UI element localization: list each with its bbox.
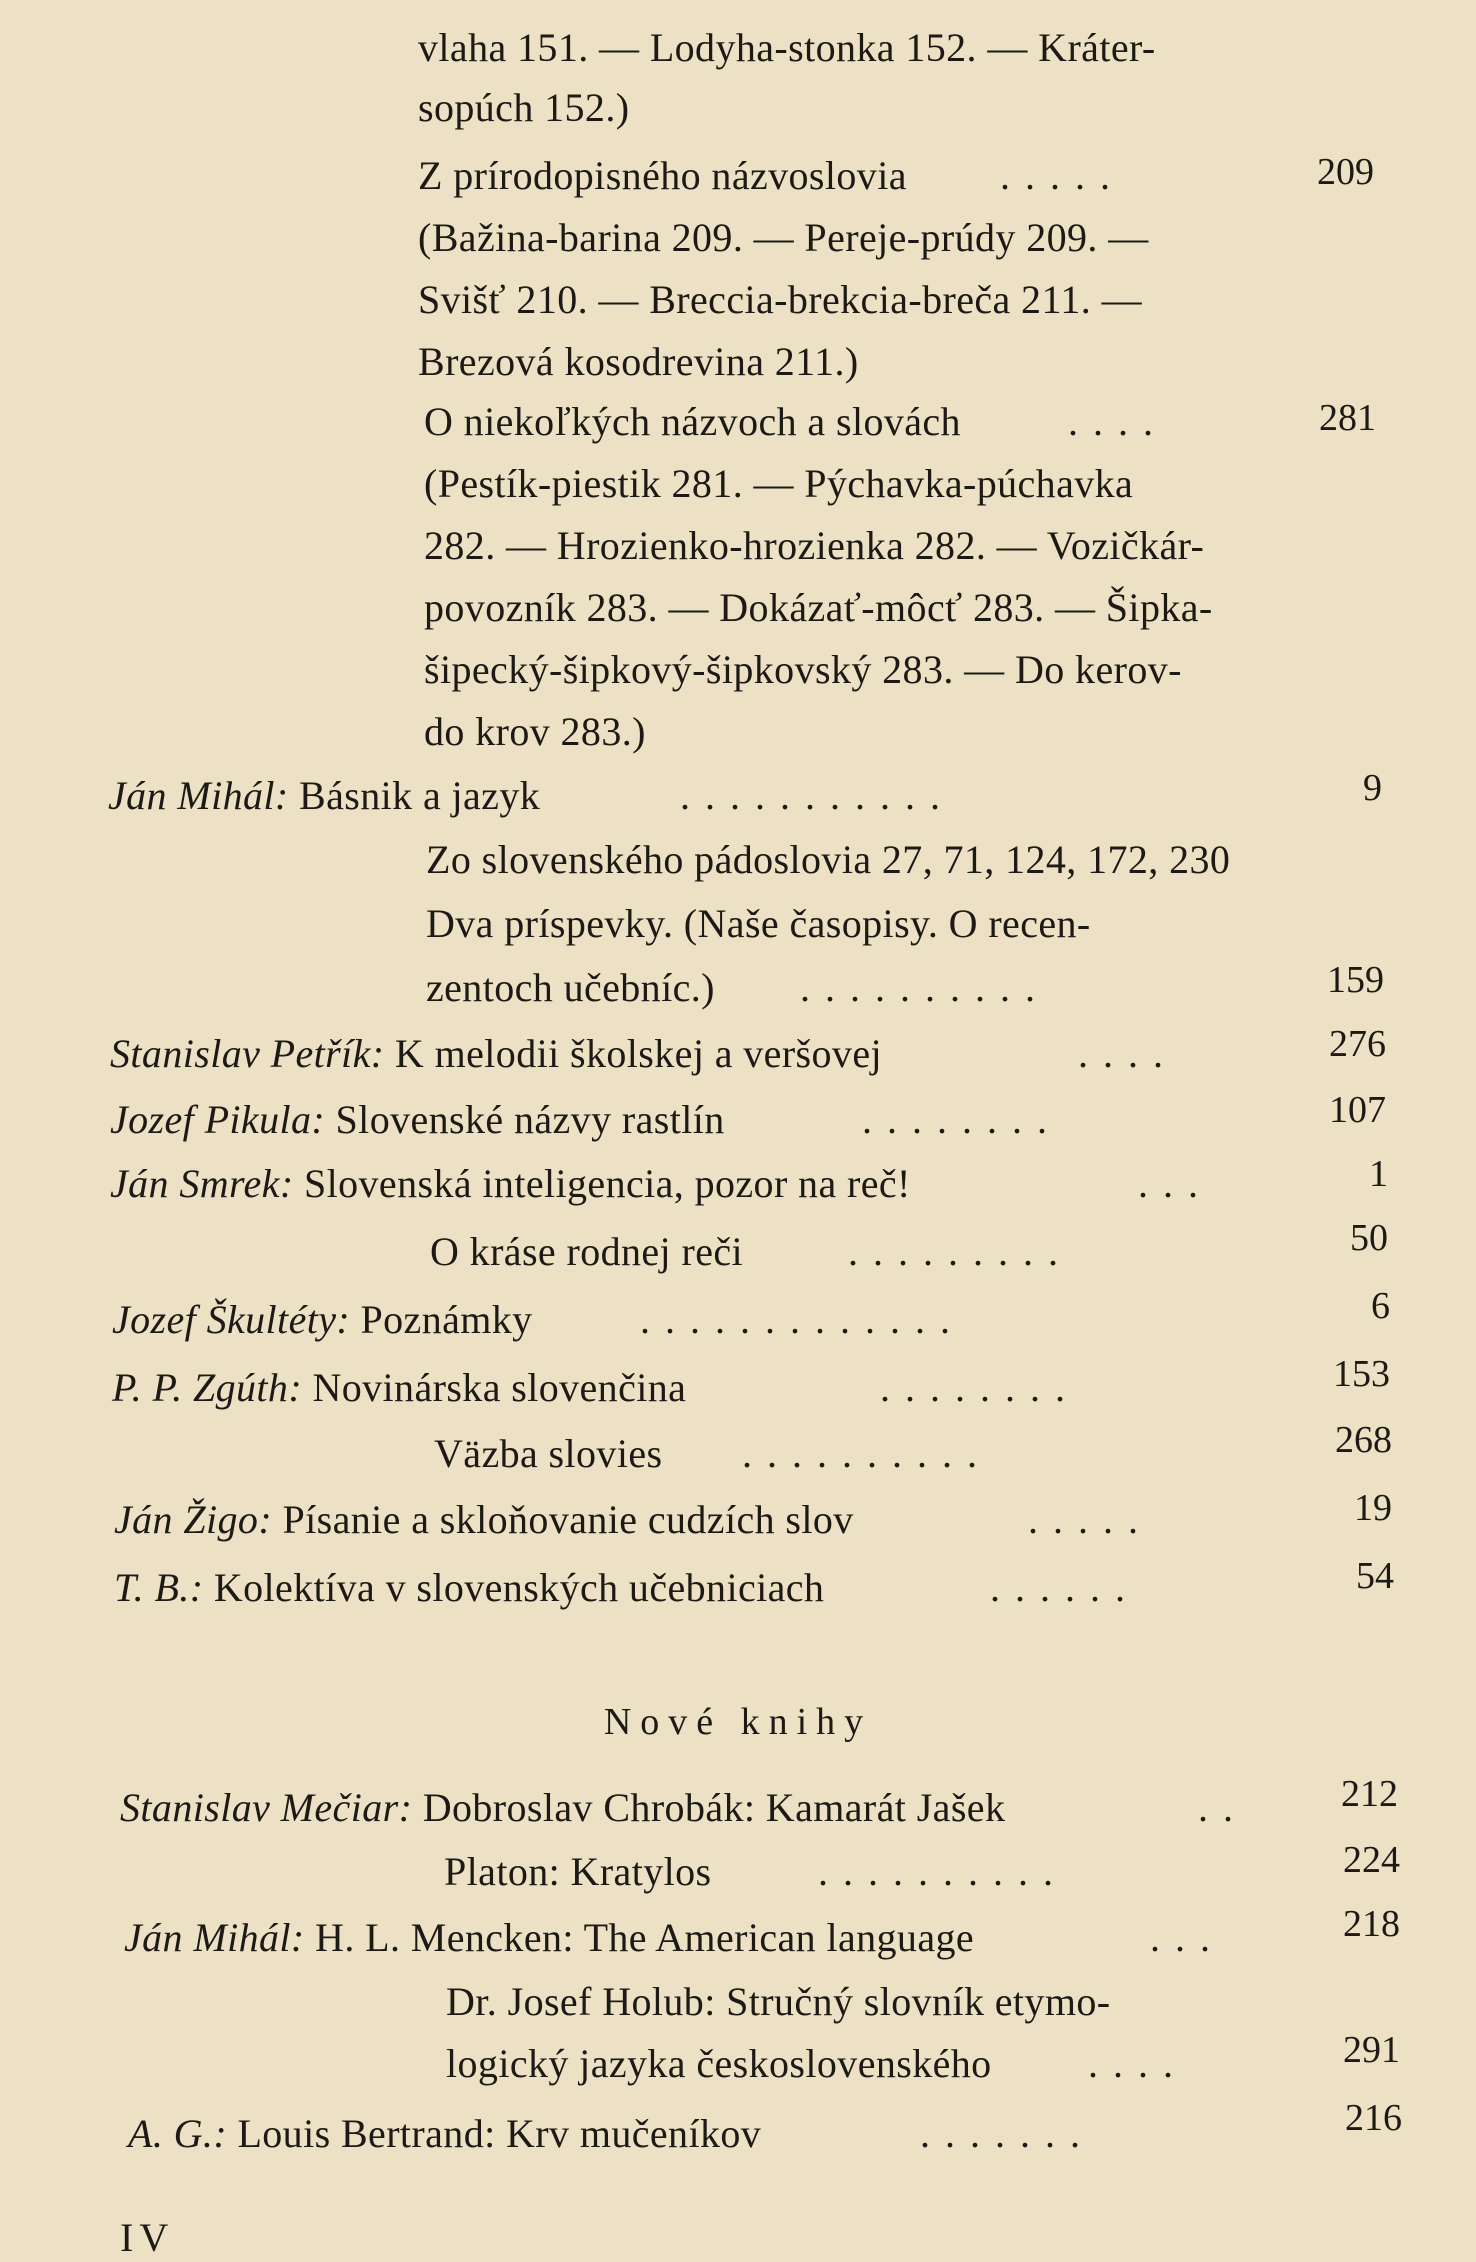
toc-author-entry [108,772,540,820]
leader-dots: ......... [848,1229,1073,1274]
author-name: Stanislav Petřík: [110,1031,385,1076]
toc-entry-title: O niekoľkých názvoch a slovách [424,399,961,444]
leader-dots: .......... [818,1849,1068,1894]
toc-entry-title: Zo slovenského pádoslovia 27, 71, 124, 172, 230 [426,837,1231,882]
toc-entry-title: Poznámky [360,1297,533,1342]
toc-author-entry [110,1160,911,1208]
toc-subentries-line: šipecký-šipkový-šipkovský 283. — Do kerov- [424,647,1182,692]
page-number: 216 [1345,2097,1402,2139]
toc-entry-title: K melodii školskej a veršovej [394,1031,882,1076]
author-name: P. P. Zgúth: [112,1365,303,1410]
toc-author-entry [114,1564,824,1612]
page-number: 281 [1319,397,1376,439]
page-number: 291 [1343,2029,1400,2071]
toc-subentries-line: do krov 283.) [424,709,646,754]
toc-author-entry [114,1496,854,1544]
leader-dots: ... [1138,1161,1213,1206]
leader-dots: ..... [1000,153,1125,198]
toc-entry-title: Dva príspevky. (Naše časopisy. O recen- [426,901,1091,946]
leader-dots: .. [1198,1785,1248,1830]
author-name: Ján Mihál: [108,773,289,818]
toc-entry-title: logický jazyka československého [446,2041,992,2086]
toc-entry-title: zentoch učebníc.) [426,965,715,1010]
leader-dots: .... [1068,399,1168,444]
toc-subentries-line: 282. — Hrozienko-hrozienka 282. — Vozičkár- [424,523,1205,568]
leader-dots: .......... [742,1431,992,1476]
toc-subentries-line: povozník 283. — Dokázať-môcť 283. — Šipka- [424,585,1213,630]
page-number: 9 [1363,767,1382,809]
page-number: 107 [1329,1089,1386,1131]
author-name: Ján Mihál: [124,1915,305,1960]
author-name: A. G.: [128,2111,228,2156]
toc-author-entry [110,1030,882,1078]
leader-dots: .... [1088,2041,1188,2086]
toc-continuation-line: sopúch 152.) [418,85,630,130]
toc-subentries-line: Brezová kosodrevina 211.) [418,339,859,384]
author-name: Jozef Škultéty: [112,1297,351,1342]
leader-dots: ... [1150,1915,1225,1960]
toc-author-entry [128,2110,761,2158]
author-name: Jozef Pikula: [110,1097,326,1142]
page-number: 268 [1335,1419,1392,1461]
author-name: T. B.: [114,1565,204,1610]
page-number: 209 [1317,151,1374,193]
leader-dots: ........ [880,1365,1080,1410]
author-name: Ján Smrek: [110,1161,294,1206]
toc-author-entry [124,1914,974,1962]
toc-subentries-line: Svišť 210. — Breccia-brekcia-breča 211. — [418,277,1142,322]
leader-dots: .... [1078,1031,1178,1076]
toc-entry-title: Platon: Kratylos [444,1849,712,1894]
toc-author-entry [112,1364,686,1412]
toc-entry-title: Písanie a skloňovanie cudzích slov [282,1497,854,1542]
toc-entry-title: Kolektíva v slovenských učebniciach [213,1565,825,1610]
toc-entry-title: O kráse rodnej reči [430,1229,744,1274]
page-number: 159 [1327,959,1384,1001]
page-number: 224 [1343,1839,1400,1881]
toc-entry-title: Dr. Josef Holub: Stručný slovník etymo- [446,1979,1111,2024]
toc-author-entry [112,1296,533,1344]
toc-subentries-line: (Bažina-barina 209. — Pereje-prúdy 209. — [418,215,1149,260]
page-number: 54 [1356,1555,1394,1597]
page-number: 50 [1350,1217,1388,1259]
toc-entry-title: Slovenské názvy rastlín [335,1097,725,1142]
section-heading: Nové knihy [603,1701,873,1743]
page-number: 6 [1371,1285,1390,1327]
toc-subentries-line: (Pestík-piestik 281. — Pýchavka-púchavka [424,461,1134,506]
toc-entry-title: Slovenská inteligencia, pozor na reč! [303,1161,911,1206]
toc-author-entry [110,1096,725,1144]
page-number: 153 [1333,1353,1390,1395]
toc-entry-title: H. L. Mencken: The American language [315,1915,975,1960]
toc-continuation-line: vlaha 151. — Lodyha-stonka 152. — Kráter- [418,25,1156,70]
page-number: 1 [1369,1153,1388,1195]
toc-entry-title: Louis Bertrand: Krv mučeníkov [237,2111,762,2156]
toc-entry-title: Dobroslav Chrobák: Kamarát Jašek [422,1785,1006,1830]
page-number: 19 [1354,1487,1392,1529]
page-number: 218 [1343,1903,1400,1945]
toc-author-entry [120,1784,1005,1832]
leader-dots: ...... [990,1565,1140,1610]
author-name: Stanislav Mečiar: [120,1785,413,1830]
leader-dots: .......... [800,965,1050,1010]
leader-dots: ........... [680,773,955,818]
page-folio: IV [120,2215,175,2260]
leader-dots: ............. [640,1297,965,1342]
toc-entry-title: Z prírodopisného názvoslovia [418,153,907,198]
leader-dots: ........ [862,1097,1062,1142]
author-name: Ján Žigo: [114,1497,273,1542]
toc-entry-title: Novinárska slovenčina [312,1365,687,1410]
leader-dots: ..... [1028,1497,1153,1542]
leader-dots: ....... [920,2111,1095,2156]
page-number: 276 [1329,1023,1386,1065]
toc-entry-title: Väzba slovies [434,1431,663,1476]
toc-entry-title: Básnik a jazyk [299,773,541,818]
page-number: 212 [1341,1773,1398,1815]
